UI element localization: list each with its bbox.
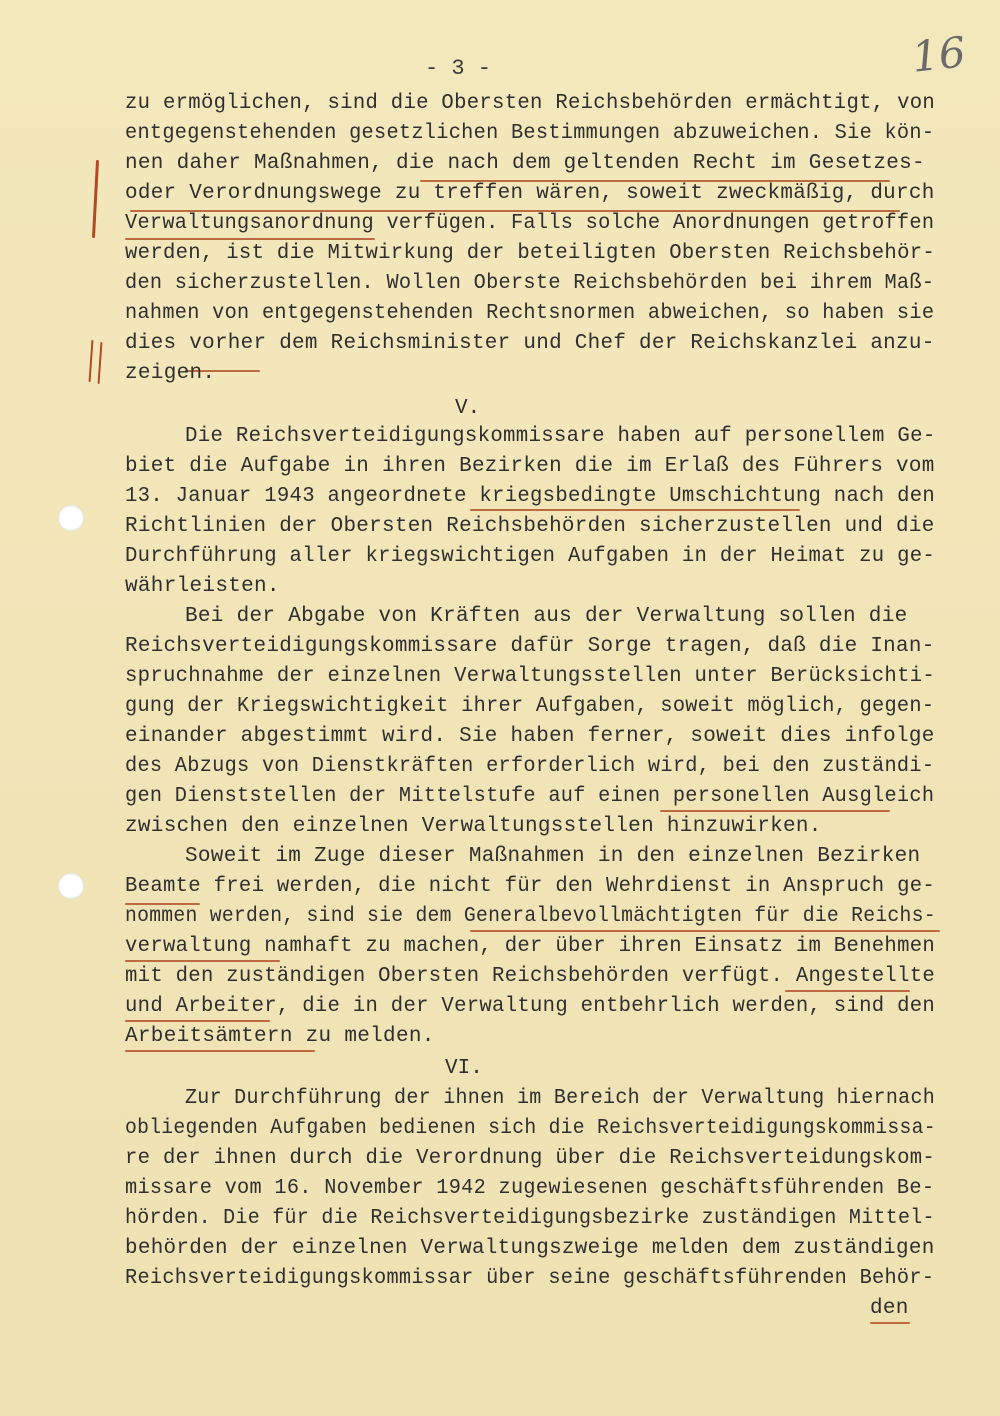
text-line: Die Reichsverteidigungskommissare haben auf personellem Ge- (185, 425, 936, 448)
text-line: oder Verordnungswege zu treffen wären, soweit zweckmäßig, durch (125, 182, 935, 205)
underline (785, 990, 910, 992)
text-line: nen daher Maßnahmen, die nach dem geltenden Recht im Gesetzes- (125, 152, 925, 175)
text-line: Verwaltungsanordnung verfügen. Falls solche Anordnungen getroffen (125, 212, 935, 235)
punch-hole-bottom (58, 873, 84, 899)
text-line: Arbeitsämtern zu melden. (125, 1025, 435, 1048)
text-line: zwischen den einzelnen Verwaltungsstellen hinzuwirken. (125, 815, 822, 838)
underline (125, 1050, 315, 1052)
text-line: entgegenstehenden gesetzlichen Bestimmungen abzuweichen. Sie kön- (125, 122, 935, 145)
margin-mark-line (92, 160, 99, 238)
text-line: Zur Durchführung der ihnen im Bereich der Verwaltung hiernach (185, 1087, 936, 1110)
underline (470, 930, 940, 932)
text-line: Durchführung aller kriegswichtigen Aufgaben in der Heimat zu ge- (125, 545, 936, 568)
text-line: biet die Aufgabe in ihren Bezirken die im Erlaß des Führers vom (125, 455, 935, 478)
text-line: dies vorher dem Reichsminister und Chef der Reichskanzlei anzu- (125, 332, 935, 355)
text-line: obliegenden Aufgaben bedienen sich die Reichsverteidigungskommissa- (125, 1117, 936, 1140)
underline (125, 238, 375, 240)
folio-number: 16 (909, 27, 968, 82)
text-line: re der ihnen durch die Verordnung über die Reichsverteidungskom- (125, 1147, 936, 1170)
text-line: behörden der einzelnen Verwaltungszweige melden dem zuständigen (125, 1237, 935, 1260)
text-line: währleisten. (125, 575, 280, 598)
underline (870, 1322, 910, 1324)
text-line: zu ermöglichen, sind die Obersten Reichsbehörden ermächtigt, von (125, 92, 936, 115)
text-line: hörden. Die für die Reichsverteidigungsbezirke zuständigen Mittel- (125, 1207, 935, 1230)
text-line: verwaltung namhaft zu machen, der über ihren Einsatz im Benehmen (125, 935, 936, 958)
underline (125, 1020, 270, 1022)
text-line: den sicherzustellen. Wollen Oberste Reichsbehörden bei ihrem Maß- (125, 272, 935, 295)
text-line: 13. Januar 1943 angeordnete kriegsbedingte Umschichtung nach den (125, 485, 936, 508)
text-line: Richtlinien der Obersten Reichsbehörden sicherzustellen und die (125, 515, 935, 538)
text-line: Beamte frei werden, die nicht für den Wehrdienst in Anspruch ge- (125, 875, 936, 898)
text-line: nommen werden, sind sie dem Generalbevollmächtigten für die Reichs- (125, 905, 936, 928)
text-line: mit den zuständigen Obersten Reichsbehörden verfügt. Angestellte (125, 965, 936, 988)
text-line: spruchnahme der einzelnen Verwaltungsstellen unter Berücksichti- (125, 665, 936, 688)
punch-hole-top (58, 505, 84, 531)
text-line: Reichsverteidigungskommissar über seine geschäftsführenden Behör- (125, 1267, 935, 1290)
underline (470, 509, 800, 511)
text-line: zeigen. (125, 362, 216, 385)
text-line: werden, ist die Mitwirkung der beteiligten Obersten Reichsbehör- (125, 242, 936, 265)
text-line: gung der Kriegswichtigkeit ihrer Aufgaben, soweit möglich, gegen- (125, 695, 935, 718)
margin-mark-double-line (89, 340, 94, 382)
text-line: und Arbeiter, die in der Verwaltung entbehrlich werden, sind den (125, 995, 936, 1018)
text-line: Bei der Abgabe von Kräften aus der Verwaltung sollen die (185, 605, 908, 628)
section-heading-v: V. (455, 397, 481, 420)
underline (660, 810, 890, 812)
margin-mark-double-line (98, 342, 103, 384)
text-line: Soweit im Zuge dieser Maßnahmen in den einzelnen Bezirken (185, 845, 921, 868)
text-line: nahmen von entgegenstehenden Rechtsnormen abweichen, so haben sie (125, 302, 935, 325)
text-line: Reichsverteidigungskommissare dafür Sorge tragen, daß die Inan- (125, 635, 935, 658)
section-heading-vi: VI. (445, 1057, 483, 1080)
text-line: des Abzugs von Dienstkräften erforderlich wird, bei den zuständi- (125, 755, 935, 778)
text-line: einander abgestimmt wird. Sie haben ferner, soweit dies infolge (125, 725, 935, 748)
text-line: gen Dienststellen der Mittelstufe auf einen personellen Ausgleich (125, 785, 935, 808)
underline (125, 960, 280, 962)
page-number: - 3 - (425, 56, 492, 81)
catchword: den (870, 1297, 909, 1320)
text-line: missare vom 16. November 1942 zugewiesenen geschäftsführenden Be- (125, 1177, 935, 1200)
